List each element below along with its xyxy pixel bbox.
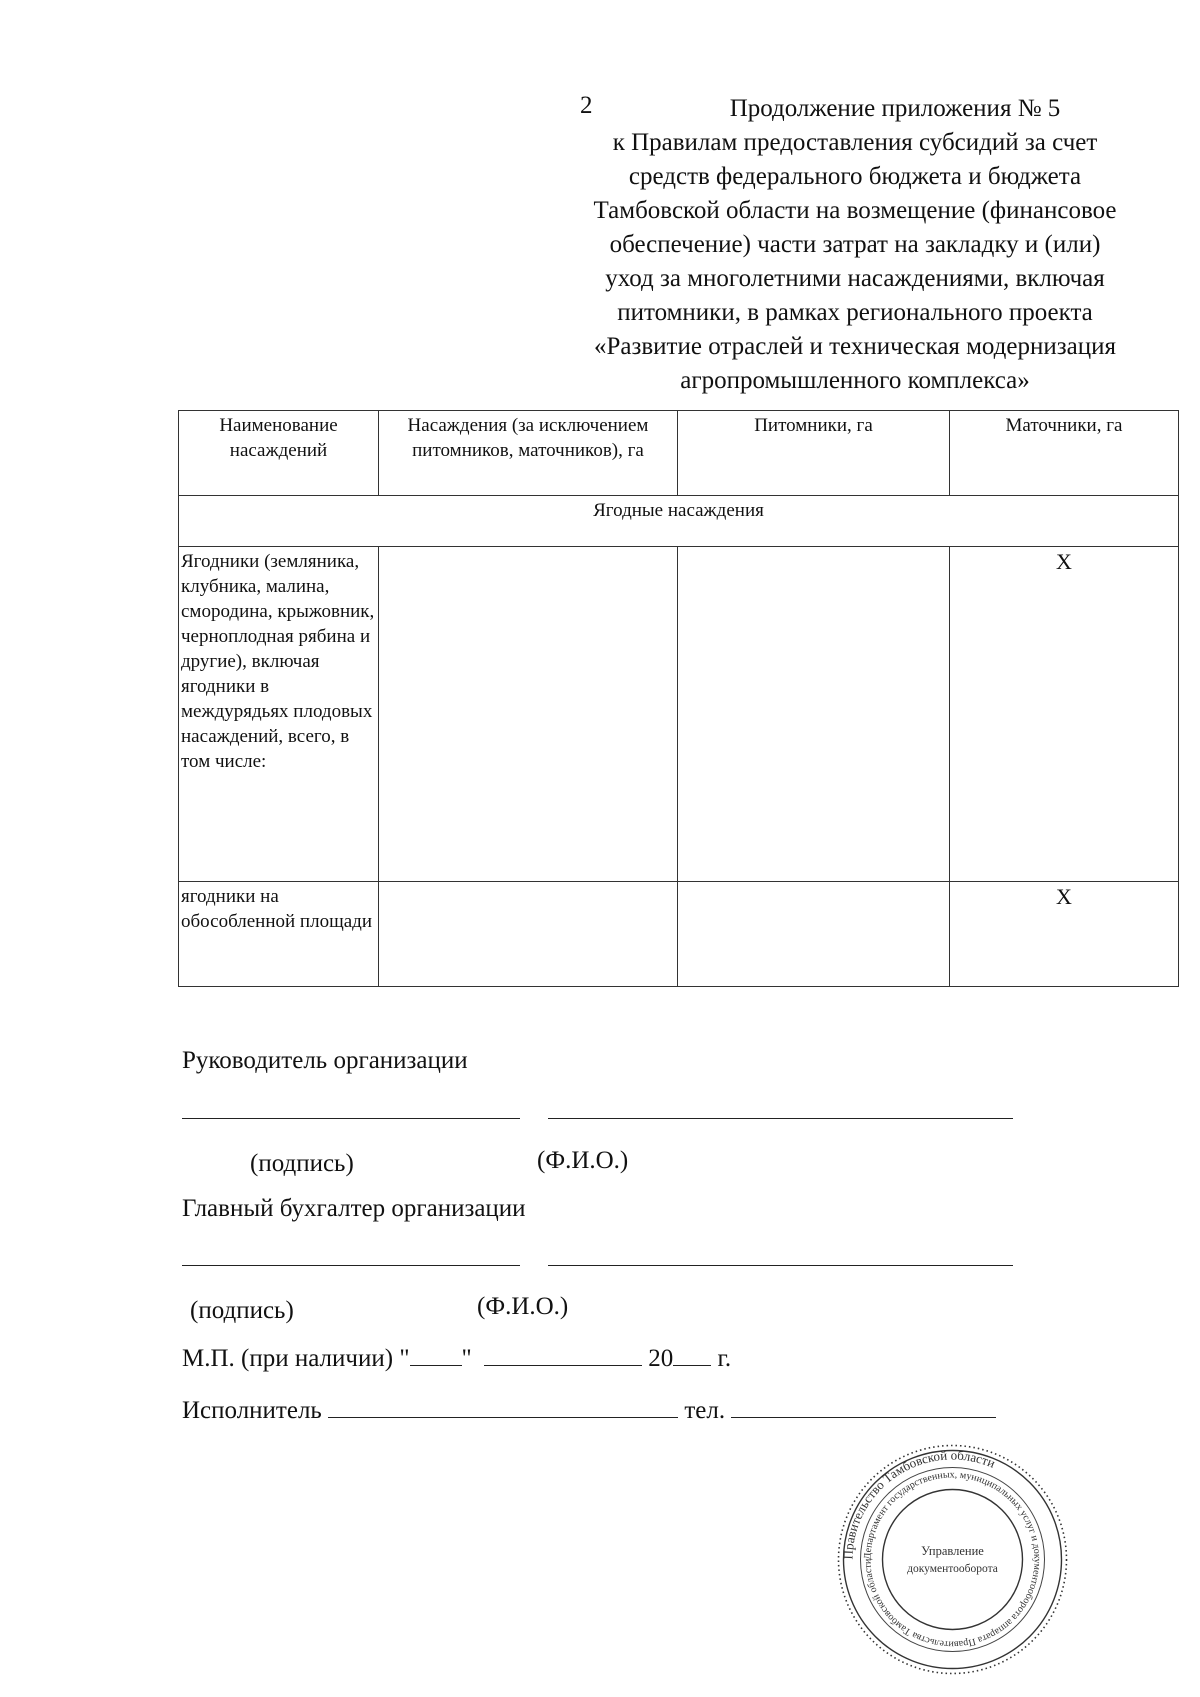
executor-line [182,1397,996,1425]
svg-text:Правительство Тамбовской облас [840,1447,997,1559]
executor-blank [328,1417,678,1418]
appendix-header-line: агропромышленного комплекса» [680,367,1030,394]
head-signature-line [182,1118,520,1119]
stamp-center-line2: документооборота [907,1563,998,1575]
page-number: 2 [580,92,593,119]
appendix-title-line: Продолжение приложения № 5 [729,95,1061,122]
stamp-center-line1: Управление [921,1544,984,1558]
appendix-header-line: обеспечение) части затрат на закладку и (или) [609,231,1101,258]
appendix-header-line: к Правилам предоставления субсидий за счет [612,129,1098,156]
head-fio-line [548,1118,1013,1119]
table-row [179,547,1179,882]
year-suffix: г. [717,1345,732,1372]
executor-label: Исполнитель [182,1397,322,1424]
table-cell [678,882,950,987]
svg-text:Департамент государственных, м [862,1469,1042,1649]
column-header: Наименование насаждений [179,411,379,496]
table-cell [379,547,678,882]
section-title: Ягодные насаждения [179,496,1179,547]
accountant-fio-line [548,1265,1013,1266]
appendix-header [545,92,1165,398]
table-row [179,882,1179,987]
appendix-header-line: питомники, в рамках регионального проекта [617,299,1093,326]
column-header: Насаждения (за исключением питомников, маточников), га [379,411,678,496]
quote-close: " [461,1345,472,1372]
table-cell-mark: X [950,547,1179,882]
phone-blank [731,1417,996,1418]
phone-label: тел. [684,1397,726,1424]
appendix-header-line: «Развитие отраслей и техническая модернизация [594,333,1116,360]
table-cell-mark: X [950,882,1179,987]
table-header-row [179,411,1179,496]
table-cell [678,547,950,882]
head-title: Руководитель организации [182,1047,468,1074]
year-blank [673,1365,711,1366]
day-blank [410,1365,462,1366]
row-name: ягодники на обособленной площади [179,882,379,987]
accountant-title: Главный бухгалтер организации [182,1195,526,1222]
column-header: Маточники, га [950,411,1179,496]
column-header: Питомники, га [678,411,950,496]
stamp-outer-text: Правительство Тамбовской области [840,1447,998,1560]
accountant-fio-caption: (Ф.И.О.) [477,1293,569,1320]
appendix-header-line: Тамбовской области на возмещение (финансовое [593,197,1117,224]
accountant-signature-caption: (подпись) [190,1297,294,1324]
mp-date-line [182,1345,731,1373]
table-section-row [179,496,1179,547]
year-prefix: 20 [648,1345,674,1372]
accountant-signature-line [182,1265,520,1266]
row-name: Ягодники (земляника, клубника, малина, смородина, крыжовник, черноплодная рябина и другие), включая ягодники в междурядьях плодовых насаждений, всего, в том числе: [179,547,379,882]
table-cell [379,882,678,987]
head-fio-caption: (Ф.И.О.) [537,1147,629,1174]
appendix-header-line: уход за многолетними насаждениями, включая [605,265,1105,292]
appendix-header-line: средств федерального бюджета и бюджета [628,163,1082,190]
head-signature-caption: (подпись) [250,1150,354,1177]
month-blank [484,1365,642,1366]
mp-label: М.П. (при наличии) " [182,1345,410,1372]
stamp-middle-text: Департамент государственных, муниципальных услуг и документооборота аппарата Правительства Тамбовской области [862,1469,1043,1650]
round-stamp [835,1442,1070,1677]
plantings-table [178,410,1179,987]
